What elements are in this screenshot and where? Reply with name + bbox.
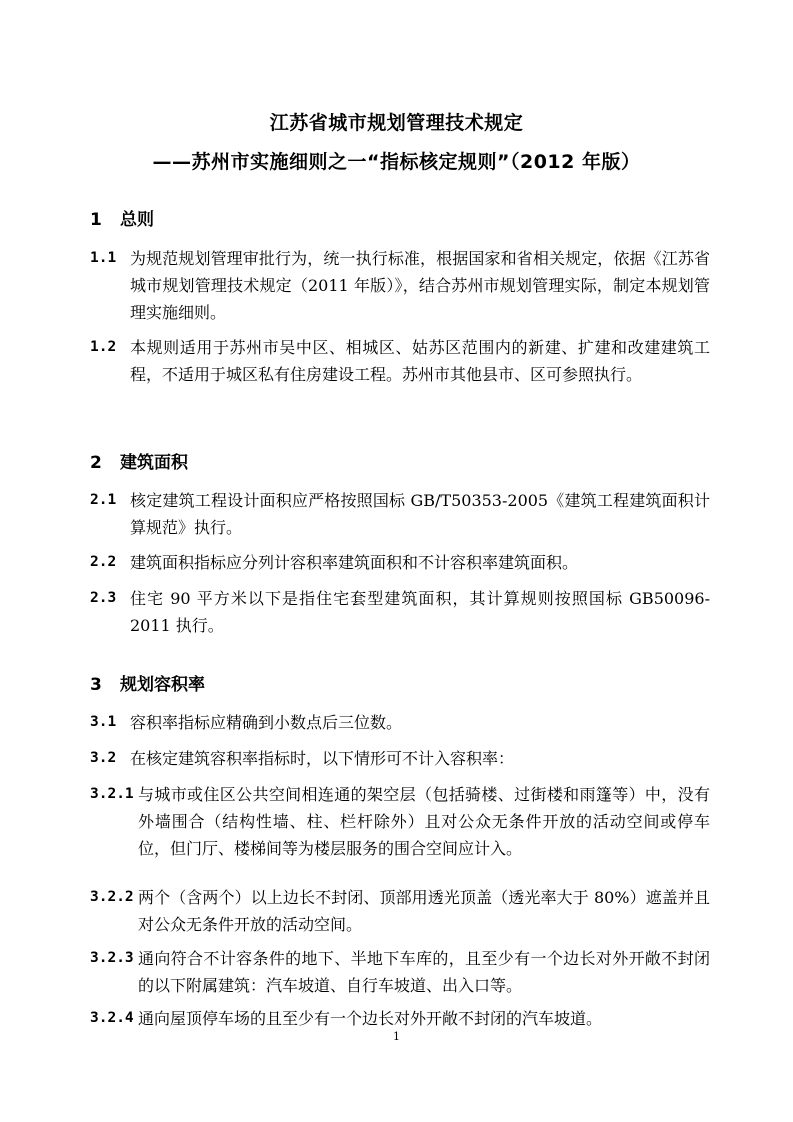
clause-number: 2.3 xyxy=(90,590,117,606)
clause-number: 1.2 xyxy=(90,339,117,355)
section-heading xyxy=(90,448,188,473)
page-number: 1 xyxy=(393,1030,400,1043)
clause xyxy=(90,745,710,772)
clause-number: 3.1 xyxy=(90,714,117,730)
document-subtitle: ——苏州市实施细则之一“指标核定规则”（2012 年版） xyxy=(152,151,641,173)
clause-number: 2.1 xyxy=(90,492,117,508)
clause-text: 住宅 90 平方米以下是指住宅套型建筑面积，其计算规则按照国标 GB50096-2011 执行。 xyxy=(130,589,710,635)
clause-number: 3.2.3 xyxy=(90,950,134,966)
clause-number: 1.1 xyxy=(90,250,117,266)
clause-number: 3.2.4 xyxy=(90,1010,134,1026)
section-number: 1 xyxy=(90,210,102,230)
clause xyxy=(90,781,710,862)
section-title: 规划容积率 xyxy=(120,675,205,695)
clause xyxy=(90,245,710,326)
clause-number: 3.2.2 xyxy=(90,889,134,905)
section-heading xyxy=(90,670,205,695)
clause-number: 2.2 xyxy=(90,554,117,570)
document-title: 江苏省城市规划管理技术规定 xyxy=(269,112,524,134)
section-heading xyxy=(90,205,154,230)
section-title: 建筑面积 xyxy=(120,453,188,473)
section-number: 2 xyxy=(90,453,102,473)
clause-text: 两个（含两个）以上边长不封闭、顶部用透光顶盖（透光率大于 80%）遮盖并且对公众无条件开放的活动空间。 xyxy=(138,888,710,934)
clause-number: 3.2 xyxy=(90,750,117,766)
clause xyxy=(90,585,710,639)
clause-text: 通向屋顶停车场的且至少有一个边长对外开敞不封闭的汽车坡道。 xyxy=(138,1009,603,1028)
clause xyxy=(90,549,710,576)
clause-number: 3.2.1 xyxy=(90,786,134,802)
clause xyxy=(90,334,710,388)
clause-text: 建筑面积指标应分列计容积率建筑面积和不计容积率建筑面积。 xyxy=(130,553,579,572)
clause-text: 核定建筑工程设计面积应严格按照国标 GB/T50353-2005《建筑工程建筑面积计算规范》执行。 xyxy=(130,491,710,537)
clause xyxy=(90,709,710,736)
clause-text: 在核定建筑容积率指标时，以下情形可不计入容积率： xyxy=(130,749,515,768)
clause-text: 本规则适用于苏州市吴中区、相城区、姑苏区范围内的新建、扩建和改建建筑工程，不适用于城区私有住房建设工程。苏州市其他县市、区可参照执行。 xyxy=(130,338,710,384)
clause xyxy=(90,1005,710,1032)
section-title: 总则 xyxy=(120,210,154,230)
clause-text: 与城市或住区公共空间相连通的架空层（包括骑楼、过街楼和雨篷等）中，没有外墙围合（结构性墙、柱、栏杆除外）且对公众无条件开放的活动空间或停车位，但门厅、楼梯间等为楼层服务的围合空间应计入。 xyxy=(138,785,710,858)
clause-text: 为规范规划管理审批行为，统一执行标准，根据国家和省相关规定，依据《江苏省城市规划管理技术规定（2011 年版）》，结合苏州市规划管理实际，制定本规划管理实施细则。 xyxy=(130,249,710,322)
clause xyxy=(90,945,710,999)
clause xyxy=(90,884,710,938)
clause xyxy=(90,487,710,541)
section-number: 3 xyxy=(90,675,102,695)
clause-text: 容积率指标应精确到小数点后三位数。 xyxy=(130,713,403,732)
clause-text: 通向符合不计容条件的地下、半地下车库的，且至少有一个边长对外开敞不封闭的以下附属建筑：汽车坡道、自行车坡道、出入口等。 xyxy=(138,949,710,995)
